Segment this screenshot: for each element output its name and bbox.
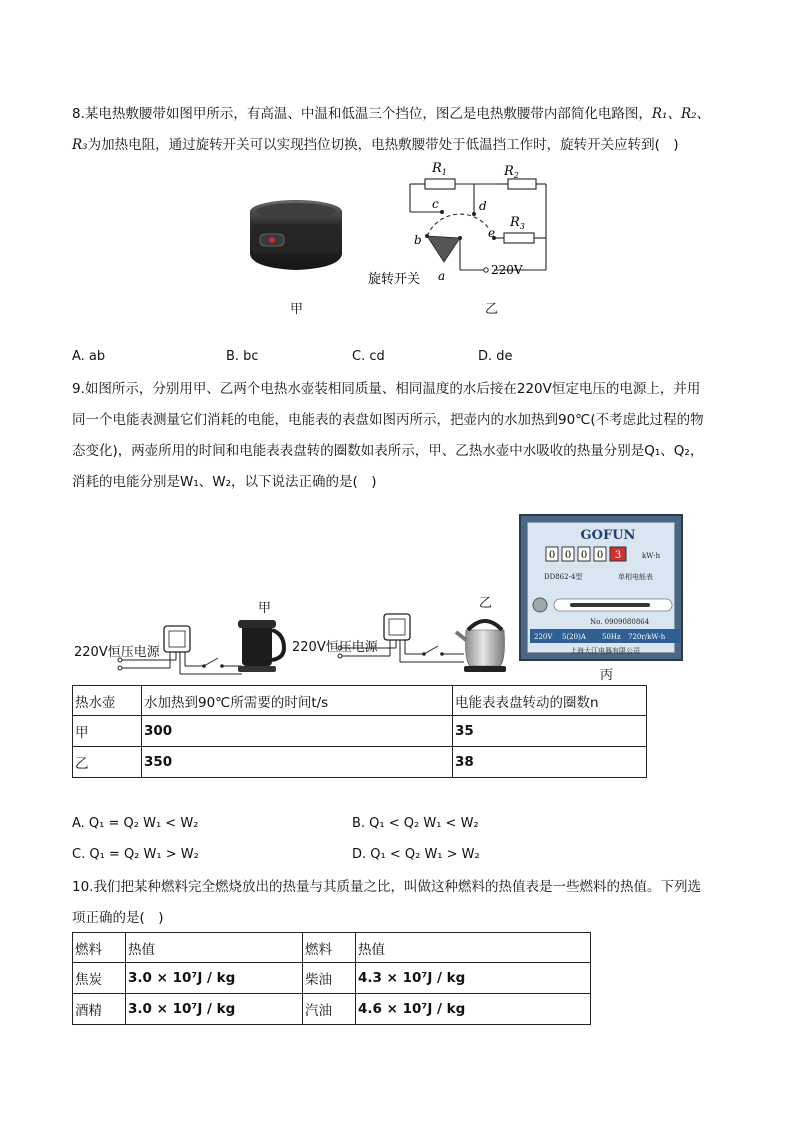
meter-digit-3: 0: [580, 550, 588, 561]
circuit-diagram: [360, 158, 556, 290]
q8-option-d: D. de: [478, 349, 513, 364]
power-source-left-label: 220V恒压电源: [74, 645, 160, 660]
caption-jia: 甲: [290, 302, 304, 317]
q10-line-2: 项正确的是( ): [72, 910, 164, 926]
q9-line-2: 同一个电能表测量它们消耗的电能，电能表的表盘如图丙所示，把壶内的水加热到90℃(不考虑此过程的物: [72, 412, 704, 428]
power-source-right-label: 220V恒压电源: [292, 640, 378, 655]
meter-type: 单相电能表: [618, 573, 653, 581]
table-cell: 300: [142, 716, 453, 747]
table-cell: 焦炭: [73, 963, 126, 994]
meter-digit-1: 0: [548, 550, 556, 561]
q9-option-c: C. Q₁ = Q₂ W₁ > W₂: [72, 847, 199, 862]
heating-belt-image: [242, 196, 350, 272]
header-cell: 燃料: [303, 933, 356, 963]
q9-option-d: D. Q₁ < Q₂ W₁ > W₂: [352, 847, 480, 862]
q8-text-2: 为加热电阻，通过旋转开关可以实现挡位切换，电热敷腰带处于低温挡工作时，旋转开关应转到( ): [87, 137, 679, 153]
q9-option-a: A. Q₁ = Q₂ W₁ < W₂: [72, 816, 199, 831]
q8-resistors-1: R₁、R₂、: [651, 106, 711, 122]
q9-line-4: 消耗的电能分别是W₁、W₂，以下说法正确的是( ): [72, 474, 377, 490]
table-row: [73, 716, 647, 747]
table-cell: 35: [453, 716, 647, 747]
meter-digit-2: 0: [564, 550, 572, 561]
meter-digit-4: 0: [596, 550, 604, 561]
header-cell: 热值: [356, 933, 591, 963]
point-e-label: e: [488, 226, 496, 240]
meter-maker: 上海大江电器有限公司: [570, 647, 640, 655]
table-cell: 350: [142, 747, 453, 778]
table-cell: 汽油: [303, 994, 356, 1025]
header-cell: 电能表表盘转动的圈数n: [453, 686, 647, 716]
table-cell: 乙: [73, 747, 142, 778]
meter-spec-constant: 720r/kW·h: [628, 633, 666, 641]
q9-data-table: [72, 685, 647, 778]
table-row: [73, 963, 591, 994]
meter-digit-5: 3: [614, 550, 622, 561]
table-cell: 38: [453, 747, 647, 778]
table-cell: 柴油: [303, 963, 356, 994]
rotary-switch-label: 旋转开关: [368, 272, 421, 287]
q10-fuel-table: [72, 932, 591, 1025]
caption-yi: 乙: [485, 302, 499, 317]
header-cell: 热值: [126, 933, 303, 963]
r2-label: $R_2$: [504, 164, 519, 180]
q8-resistor-3: R₃: [72, 137, 88, 153]
meter-counter: [546, 547, 626, 561]
table-row: [73, 747, 647, 778]
q8-text-1: 8.某电热敷腰带如图甲所示，有高温、中温和低温三个挡位，图乙是电热敷腰带内部简化电路图，: [72, 106, 652, 122]
kettle-jia-label: 甲: [258, 601, 272, 616]
kettle-circuit-figure: [72, 590, 512, 680]
q8-line-2: [72, 135, 679, 155]
point-d-label: d: [479, 199, 487, 213]
table-header-row: [73, 933, 591, 963]
meter-bing-label: 丙: [600, 668, 614, 683]
header-cell: 水加热到90℃所需要的时间t/s: [142, 686, 453, 716]
table-cell: 酒精: [73, 994, 126, 1025]
r1-label: $R_1$: [432, 161, 447, 177]
energy-meter-face: [530, 525, 680, 656]
point-b-label: b: [414, 233, 422, 247]
header-cell: 热水壶: [73, 686, 142, 716]
meter-brand: GOFUN: [580, 528, 636, 543]
q9-option-b: B. Q₁ < Q₂ W₁ < W₂: [352, 816, 479, 831]
table-row: [73, 994, 591, 1025]
meter-spec-frequency: 50Hz: [602, 633, 621, 641]
point-c-label: c: [432, 197, 439, 211]
meter-unit: kW·h: [642, 552, 661, 560]
table-cell: 4.6 × 10⁷J / kg: [356, 994, 591, 1025]
meter-serial: No. 0909080864: [590, 618, 650, 626]
q9-line-1: 9.如图所示，分别用甲、乙两个电热水壶装相同质量、相同温度的水后接在220V恒定电压的电源上，并用: [72, 381, 701, 397]
voltage-label: 220V: [491, 263, 523, 277]
meter-spec-current: 5(20)A: [562, 633, 586, 641]
q10-line-1: 10.我们把某种燃料完全燃烧放出的热量与其质量之比，叫做这种燃料的热值表是一些燃料的热值。下列选: [72, 879, 701, 895]
table-cell: 4.3 × 10⁷J / kg: [356, 963, 591, 994]
table-cell: 甲: [73, 716, 142, 747]
table-cell: 3.0 × 10⁷J / kg: [126, 963, 303, 994]
table-header-row: [73, 686, 647, 716]
meter-model: DD862-4型: [544, 573, 583, 581]
kettle-yi-label: 乙: [479, 596, 493, 611]
table-cell: 3.0 × 10⁷J / kg: [126, 994, 303, 1025]
point-a-label: a: [438, 269, 446, 283]
q8-option-a: A. ab: [72, 349, 106, 364]
meter-spec-voltage: 220V: [534, 633, 553, 641]
energy-meter-panel: [519, 514, 683, 661]
q8-option-b: B. bc: [226, 349, 259, 364]
q8-line-1: [72, 104, 710, 124]
q9-line-3: 态变化)，两壶所用的时间和电能表表盘转的圈数如表所示，甲、乙热水壶中水吸收的热量分别是Q₁、Q₂，: [72, 443, 704, 459]
header-cell: 燃料: [73, 933, 126, 963]
q8-option-c: C. cd: [352, 349, 385, 364]
r3-label: $R_3$: [510, 215, 525, 231]
